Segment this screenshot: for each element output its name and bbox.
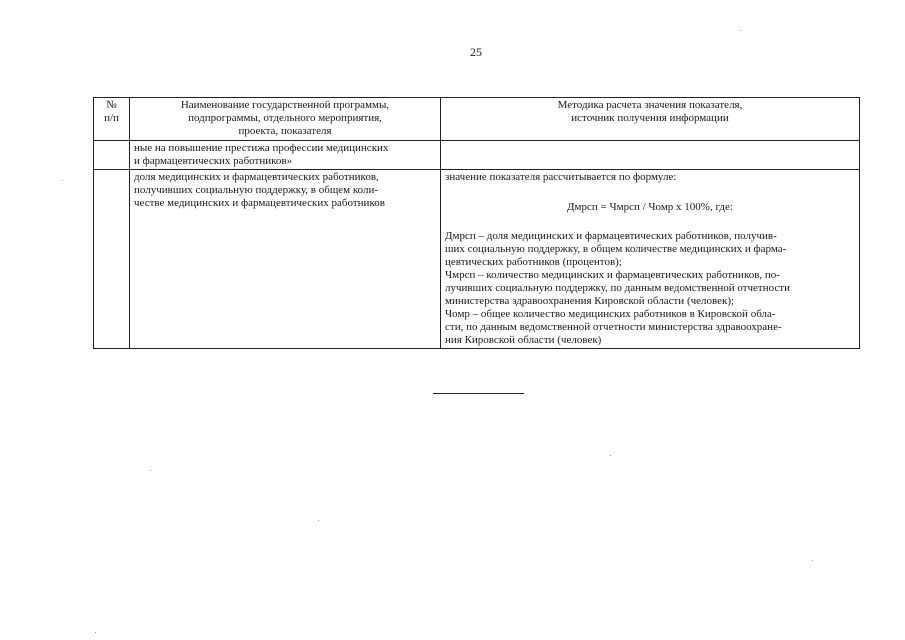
table-row <box>94 141 860 170</box>
method-intro: значение показателя рассчитывается по формуле: <box>445 171 677 183</box>
method-cell <box>441 170 860 349</box>
header-method-line: Методика расчета значения показателя, <box>557 99 743 111</box>
scan-speck <box>610 455 611 456</box>
page-number: 25 <box>470 45 482 59</box>
cell-text-line: доля медицинских и фармацевтических работников, <box>134 171 379 183</box>
program-name-cell <box>130 170 441 349</box>
formula: Дмрсп = Чмрсп / Чомр x 100%, где: <box>567 201 733 213</box>
definition-line: сти, по данным ведомственной отчетности министерства здравоохране- <box>445 321 782 333</box>
cell-text-line: честве медицинских и фармацевтических работников <box>134 197 385 209</box>
scan-speck <box>318 520 319 521</box>
header-method-line: источник получения информации <box>571 112 729 124</box>
cell-text-line: и фармацевтических работников» <box>134 155 293 167</box>
method-cell <box>441 141 860 170</box>
definition-line: лучивших социальную поддержку, по данным ведомственной отчетности <box>445 282 790 294</box>
definition-line: Дмрсп – доля медицинских и фармацевтических работников, получив- <box>445 230 777 242</box>
header-number-line: № <box>106 99 117 111</box>
header-name-line: проекта, показателя <box>238 125 332 137</box>
scan-speck <box>62 180 63 181</box>
footnote-divider <box>433 393 524 394</box>
header-number <box>94 98 130 141</box>
scan-speck <box>95 632 96 633</box>
definition-line: ния Кировской области (человек) <box>445 334 602 346</box>
indicator-table <box>93 97 860 349</box>
scan-speck <box>150 470 151 471</box>
cell-text-line: получивших социальную поддержку, в общем коли- <box>134 184 379 196</box>
cell-text-line: ные на повышение престижа профессии медицинских <box>134 142 389 154</box>
header-calculation-method <box>441 98 860 141</box>
definition-line: министерства здравоохранения Кировской области (человек); <box>445 295 735 307</box>
definition-line: Чомр – общее количество медицинских работников в Кировской обла- <box>445 308 776 320</box>
definition-line: цевтических работников (процентов); <box>445 256 622 268</box>
row-number-cell <box>94 141 130 170</box>
definition-line: ших социальную поддержку, в общем количестве медицинских и фарма- <box>445 243 787 255</box>
row-number-cell <box>94 170 130 349</box>
header-program-name <box>130 98 441 141</box>
scan-speck <box>740 30 741 31</box>
header-name-line: Наименование государственной программы, <box>180 99 390 111</box>
scan-speck <box>812 560 813 561</box>
table-header-row <box>94 98 860 141</box>
program-name-cell <box>130 141 441 170</box>
definition-line: Чмрсп – количество медицинских и фармацевтических работников, по- <box>445 269 780 281</box>
table-row <box>94 170 860 349</box>
header-number-line: п/п <box>104 112 119 124</box>
header-name-line: подпрограммы, отдельного мероприятия, <box>188 112 382 124</box>
